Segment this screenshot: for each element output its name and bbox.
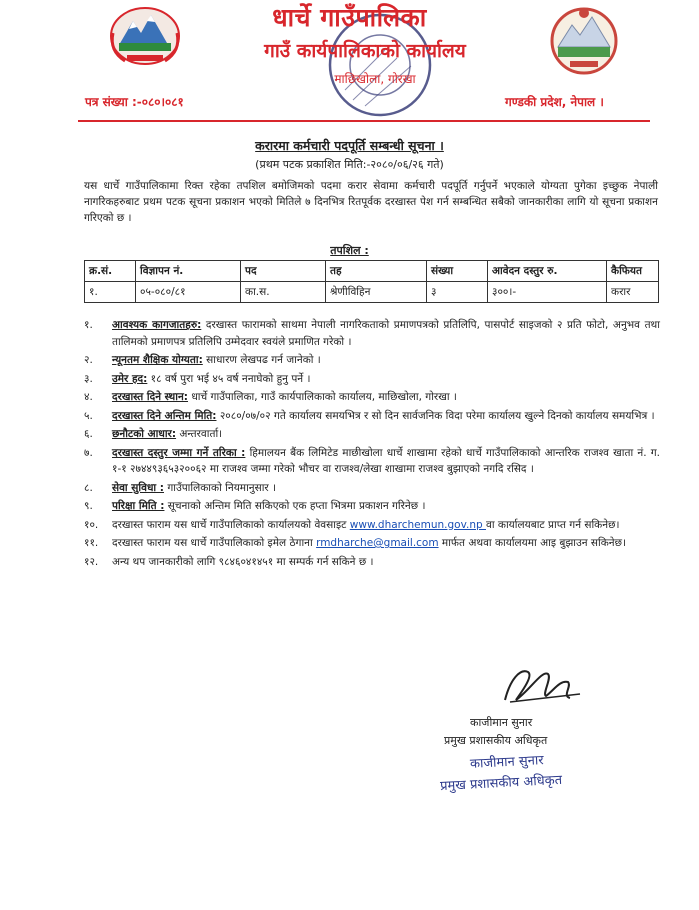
stamp-title: प्रमुख प्रशासकीय अधिकृत bbox=[439, 772, 563, 795]
item-number: १. bbox=[84, 319, 93, 331]
table-header: आवेदन दस्तुर रु. bbox=[488, 261, 607, 282]
item-text bbox=[112, 535, 660, 552]
item-body: हिमालयन बैंक लिमिटेड माछीखोला धार्चे शाखामा रहेको धार्चे गाउँपालिकाको आन्तरिक राजश्व खाता नं. ग. १-१ २७४४९३६५३२००६२ मा राजश्व जम्मा गरेको भौचर वा राजश्व/लेखा शाखामा राजश्व बुझाएको नगदि रसिद । bbox=[112, 446, 660, 475]
item-body: दरखास्त फाराम यस धार्चे गाउँपालिकाको कार्यालयको वेवसाइट bbox=[112, 518, 350, 531]
item-number: ७. bbox=[84, 446, 93, 459]
notice-title: करारमा कर्मचारी पदपूर्ति सम्बन्धी सूचना । bbox=[255, 138, 444, 153]
list-item bbox=[84, 535, 660, 552]
item-body-end: मार्फत अथवा कार्यालयमा आइ बुझाउन सकिनेछ। bbox=[438, 537, 626, 549]
vacancy-table bbox=[84, 260, 659, 303]
item-body: १८ वर्ष पुरा भई ४५ वर्ष ननाघेको हुनु पर्ने । bbox=[147, 372, 311, 385]
signatory-name: काजीमान सुनार bbox=[470, 716, 533, 729]
table-header: कैफियत bbox=[607, 261, 659, 282]
office-name: गाउँ कार्यपालिकाको कार्यालय bbox=[264, 40, 466, 62]
item-label: छनौटको आधार: bbox=[112, 428, 177, 440]
item-text bbox=[112, 517, 660, 534]
item-number: ११. bbox=[84, 537, 99, 549]
notice-intro: यस धार्चे गाउँपालिकामा रिक्त रहेका तपशिल बमोजिमको पदमा करार सेवामा कर्मचारी पदपूर्ति गर्नुपर्ने भएकाले योग्यता पुगेका इच्छुक नेपाली नागरिकहरुबाट प्रथम पटक सूचना प्रकाशन भएको मितिले ७ दिनभित्र रितपूर्वक दरखास्त पेश गर्न सम्बन्धित सबैको जानकारीका लागि यो सूचना प्रकाशन गरिएको छ । bbox=[84, 180, 658, 224]
list-item bbox=[84, 317, 660, 350]
item-text bbox=[112, 352, 660, 369]
list-item bbox=[84, 445, 660, 478]
item-number: ४. bbox=[84, 391, 93, 403]
signatory-title: प्रमुख प्रशासकीय अधिकृत bbox=[444, 734, 548, 747]
table-cell: श्रेणीविहिन bbox=[326, 282, 427, 303]
list-item bbox=[84, 408, 660, 425]
letter-number: पत्र संख्या :-०८०।०८१ bbox=[85, 95, 184, 109]
municipality-name: धार्चे गाउँपालिका bbox=[272, 3, 427, 32]
item-label: दरखास्त दस्तुर जम्मा गर्ने तरिका : bbox=[112, 446, 246, 459]
website-link[interactable]: www.dharchemun.gov.np bbox=[349, 518, 486, 531]
list-item bbox=[84, 352, 660, 369]
item-text bbox=[112, 408, 660, 425]
item-text bbox=[112, 554, 660, 571]
item-body: अन्तरवार्ता। bbox=[176, 428, 223, 440]
item-number: ५. bbox=[84, 409, 93, 422]
table-cell: ३००।- bbox=[488, 282, 607, 303]
item-text bbox=[112, 426, 660, 443]
item-body: धार्चे गाउँपालिका, गाउँ कार्यपालिकाको कार्यालय, माछिखोला, गोरखा । bbox=[188, 391, 457, 403]
table-cell: ०५-०८०/८१ bbox=[136, 282, 241, 303]
item-label: सेवा सुविधा : bbox=[112, 481, 164, 494]
list-item bbox=[84, 389, 660, 406]
item-body: दरखास्त फारामको साथमा नेपाली नागरिकताको प्रमाणपत्रको प्रतिलिपि, पासपोर्ट साइजको २ प्रति फोटो, अनुभव तथा तालिमको प्रमाणपत्र प्रतिलिपि उम्मेदवार स्वयंले प्रमाणित गरेको । bbox=[112, 319, 660, 348]
item-text bbox=[112, 389, 660, 406]
table-header: क्र.सं. bbox=[85, 261, 136, 282]
office-location: माछिखोला, गोरखा bbox=[334, 72, 416, 86]
table-cell: १. bbox=[85, 282, 136, 303]
item-label: परिक्षा मिति : bbox=[112, 500, 165, 512]
item-label: दरखास्त दिने स्थान: bbox=[112, 391, 189, 403]
item-text bbox=[112, 498, 660, 515]
item-body: गाउँपालिकाको नियमानुसार । bbox=[164, 481, 277, 494]
item-number: ९. bbox=[84, 500, 93, 512]
item-number: ६. bbox=[84, 428, 93, 440]
list-item bbox=[84, 517, 660, 534]
notice-subtitle: (प्रथम पटक प्रकाशित मिति:-२०८०/०६/२६ गते) bbox=[255, 158, 444, 171]
province-label: गण्डकी प्रदेश, नेपाल । bbox=[505, 95, 604, 109]
stamp-name: काजीमान सुनार bbox=[469, 753, 544, 772]
item-label: आवश्यक कागजातहरु: bbox=[112, 319, 202, 331]
item-number: ३. bbox=[84, 372, 93, 385]
item-body-end: वा कार्यालयबाट प्राप्त गर्न सकिनेछ। bbox=[486, 518, 620, 531]
table-header: पद bbox=[241, 261, 326, 282]
item-label: दरखास्त दिने अन्तिम मिति: bbox=[112, 409, 217, 422]
item-body: दरखास्त फाराम यस धार्चे गाउँपालिकाको इमेल ठेगाना bbox=[112, 537, 317, 549]
list-item bbox=[84, 554, 660, 571]
signature-scribble-icon bbox=[450, 660, 620, 710]
table-caption: तपशिल : bbox=[330, 244, 369, 257]
header-divider bbox=[78, 120, 650, 122]
table-header: तह bbox=[326, 261, 427, 282]
item-number: ८. bbox=[84, 481, 93, 494]
requirements-list bbox=[84, 317, 660, 572]
item-body: साधारण लेखपढ गर्न जानेको । bbox=[202, 354, 321, 366]
item-text bbox=[112, 317, 660, 350]
list-item bbox=[84, 498, 660, 515]
item-text bbox=[112, 445, 660, 478]
item-label: उमेर हद: bbox=[112, 372, 148, 385]
table-cell: करार bbox=[607, 282, 659, 303]
item-label: न्यूनतम शैक्षिक योग्यता: bbox=[112, 354, 203, 366]
item-number: २. bbox=[84, 354, 93, 366]
item-body: अन्य थप जानकारीको लागि ९८४६०४१४५१ मा सम्पर्क गर्न सकिने छ । bbox=[112, 555, 374, 568]
table-row bbox=[85, 282, 659, 303]
item-body: सूचनाको अन्तिम मिति सकिएको एक हप्ता भित्रमा प्रकाशन गरिनेछ । bbox=[164, 500, 426, 512]
email-link[interactable]: rmdharche@gmail.com bbox=[316, 537, 439, 549]
item-body: २०८०/०७/०२ गते कार्यालय समयभित्र र सो दिन सार्वजनिक विदा परेमा कार्यालय खुल्ने दिनको कार्यालय समयभित्र । bbox=[216, 409, 655, 422]
table-header-row bbox=[85, 261, 659, 282]
list-item bbox=[84, 480, 660, 497]
table-cell: ३ bbox=[427, 282, 488, 303]
item-text bbox=[112, 371, 660, 388]
item-number: १०. bbox=[84, 518, 99, 531]
list-item bbox=[84, 426, 660, 443]
list-item bbox=[84, 371, 660, 388]
table-cell: का.स. bbox=[241, 282, 326, 303]
table-header: विज्ञापन नं. bbox=[136, 261, 241, 282]
item-number: १२. bbox=[84, 555, 99, 568]
table-header: संख्या bbox=[427, 261, 488, 282]
item-text bbox=[112, 480, 660, 497]
